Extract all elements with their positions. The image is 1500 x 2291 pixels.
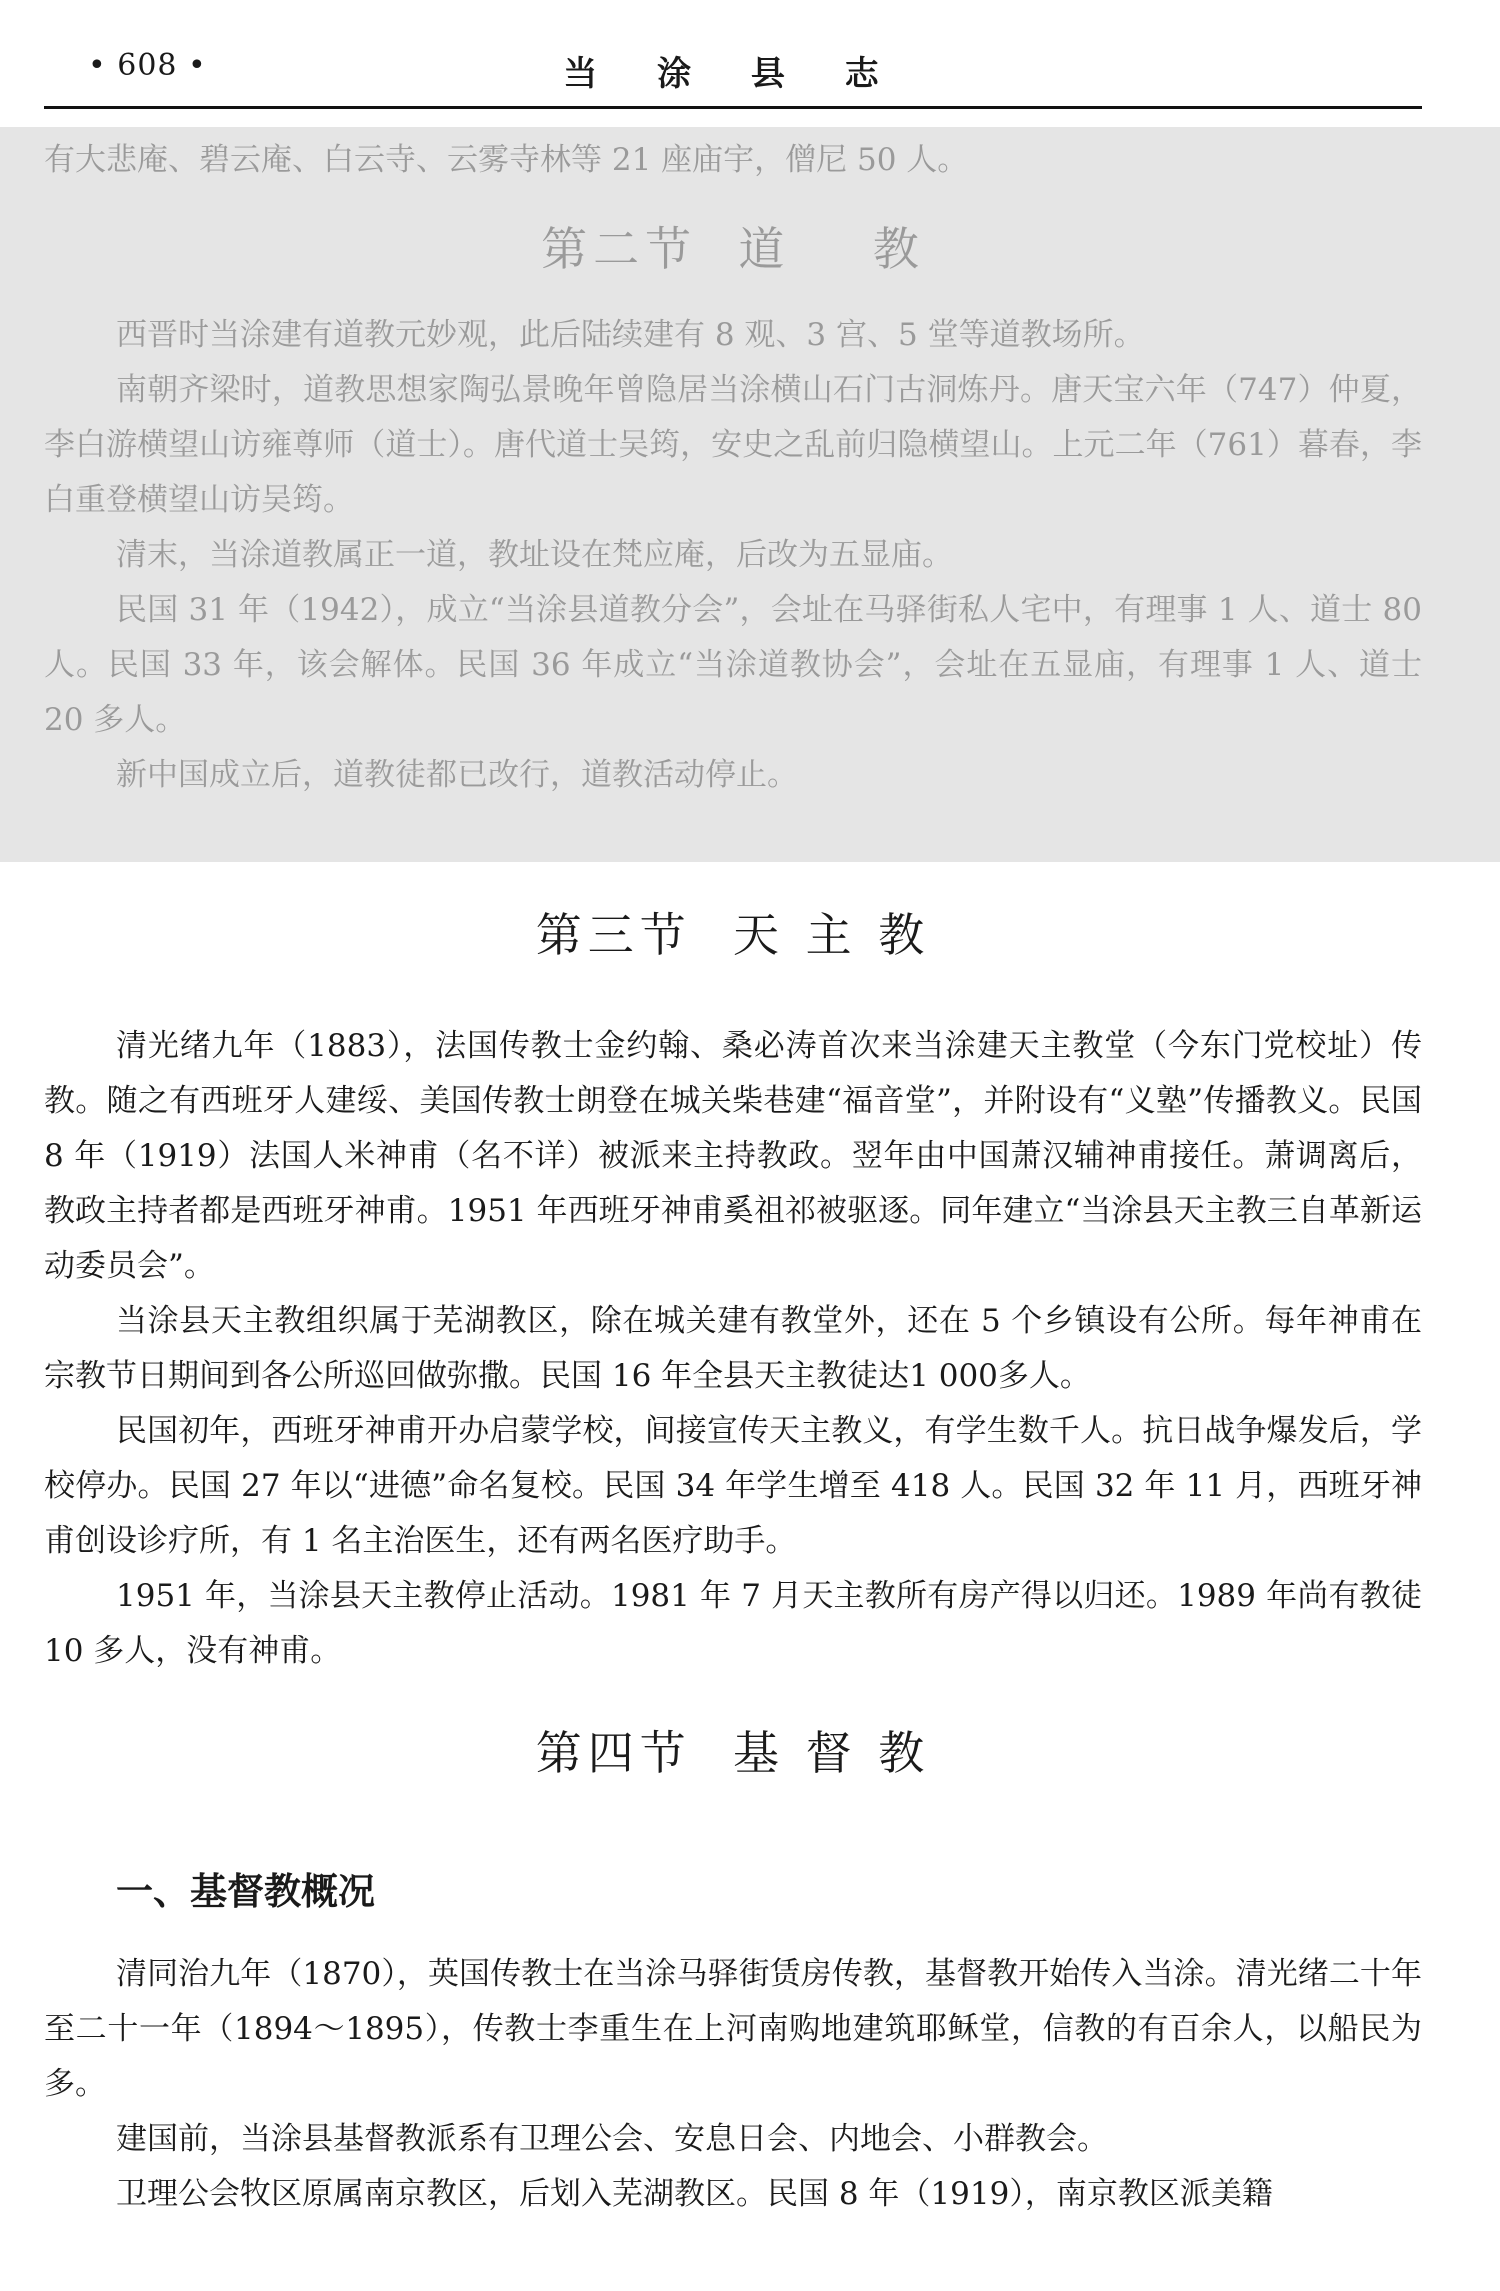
page-header xyxy=(44,42,1422,109)
faded-taoism-section xyxy=(0,127,1500,862)
page-number: • 608 • xyxy=(88,48,207,83)
paragraph: 清末，当涂道教属正一道，教址设在梵应庵，后改为五显庙。 xyxy=(116,537,953,573)
paragraph: 1951 年，当涂县天主教停止活动。1981 年 7 月天主教所有房产得以归还。1989 年尚有教徒 10 多人，没有神甫。 xyxy=(44,1578,1422,1669)
christianity-body xyxy=(44,1947,1422,2222)
paragraph: 卫理公会牧区原属南京教区，后划入芜湖教区。民国 8 年（1919），南京教区派美籍 xyxy=(116,2176,1273,2212)
paragraph: 民国 31 年（1942），成立“当涂县道教分会”，会址在马驿街私人宅中，有理事 1 人、道士 80 人。民国 33 年，该会解体。民国 36 年成立“当涂道教协会”，会址在五显庙，有理事 1 人、道士 20 多人。 xyxy=(44,592,1422,738)
running-title: 当 涂 县 志 xyxy=(563,54,903,94)
section-title-christianity: 第四节 基 督 教 xyxy=(535,1726,931,1780)
faded-content xyxy=(44,133,1422,803)
paragraph: 西晋时当涂建有道教元妙观，此后陆续建有 8 观、3 宫、5 堂等道教场所。 xyxy=(116,317,1145,353)
section-title-taoism: 第二节 道 教 xyxy=(541,222,925,276)
paragraph: 民国初年，西班牙神甫开办启蒙学校，间接宣传天主教义，有学生数千人。抗日战争爆发后，学校停办。民国 27 年以“进德”命名复校。民国 34 年学生增至 418 人。民国 32 年 11 月，西班牙神甫创设诊疗所，有 1 名主治医生，还有两名医疗助手。 xyxy=(44,1413,1422,1559)
paragraph: 新中国成立后，道教徒都已改行，道教活动停止。 xyxy=(116,757,798,793)
christianity-subsection xyxy=(44,1862,1422,1922)
paragraph: 清光绪九年（1883），法国传教士金约翰、桑必涛首次来当涂建天主教堂（今东门党校址）传教。随之有西班牙人建绥、美国传教士朗登在城关柴巷建“福音堂”，并附设有“义塾”传播教义。民国 8 年（1919）法国人米神甫（名不详）被派来主持教政。翌年由中国萧汉辅神甫接任。萧调离后，教政主持者都是西班牙神甫。1951 年西班牙神甫奚祖祁被驱逐。同年建立“当涂县天主教三自革新运动委员会”。 xyxy=(44,1028,1422,1284)
catholicism-section xyxy=(44,900,1422,970)
paragraph: 当涂县天主教组织属于芜湖教区，除在城关建有教堂外，还在 5 个乡镇设有公所。每年神甫在宗教节日期间到各公所巡回做弥撒。民国 16 年全县天主教徒达1 000多人。 xyxy=(44,1303,1422,1394)
catholicism-body xyxy=(44,1019,1422,1679)
paragraph: 建国前，当涂县基督教派系有卫理公会、安息日会、内地会、小群教会。 xyxy=(116,2121,1108,2157)
paragraph: 清同治九年（1870），英国传教士在当涂马驿街赁房传教，基督教开始传入当涂。清光绪二十年至二十一年（1894～1895），传教士李重生在上河南购地建筑耶稣堂，信教的有百余人，以船民为多。 xyxy=(44,1956,1422,2102)
paragraph: 南朝齐梁时，道教思想家陶弘景晚年曾隐居当涂横山石门古洞炼丹。唐天宝六年（747）仲夏，李白游横望山访雍尊师（道士）。唐代道士吴筠，安史之乱前归隐横望山。上元二年（761）暮春，李白重登横望山访吴筠。 xyxy=(44,372,1422,518)
carry-over-paragraph: 有大悲庵、碧云庵、白云寺、云雾寺林等 21 座庙宇，僧尼 50 人。 xyxy=(44,142,969,178)
section-title-catholicism: 第三节 天 主 教 xyxy=(535,908,931,962)
subsection-title: 一、基督教概况 xyxy=(116,1870,375,1913)
christianity-section xyxy=(44,1718,1422,1788)
